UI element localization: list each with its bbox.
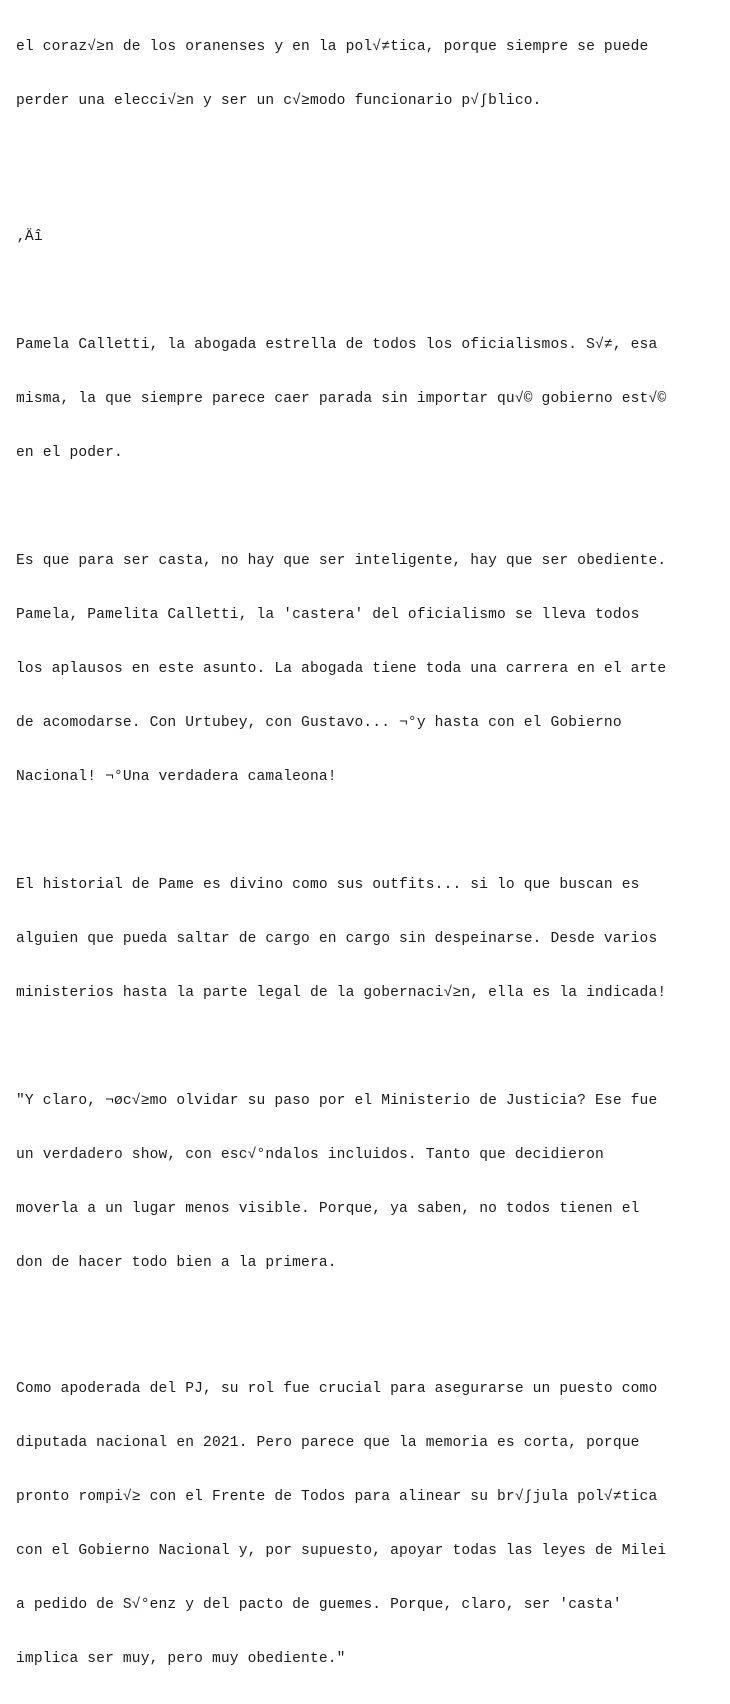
text-line: don de hacer todo bien a la primera. xyxy=(16,1255,337,1271)
text-line: un verdadero show, con esc√°ndalos incluidos. Tanto que decidieron xyxy=(16,1147,604,1163)
text-line: Como apoderada del PJ, su rol fue crucial para asegurarse un puesto como xyxy=(16,1381,658,1397)
text-line: ministerios hasta la parte legal de la gobernaci√≥n, ella es la indicada! xyxy=(16,985,667,1001)
text-line: Pamela, Pamelita Calletti, la 'castera' del oficialismo se lleva todos xyxy=(16,607,640,623)
paragraph-5 xyxy=(16,840,716,1038)
text-line: alguien que pueda saltar de cargo en cargo sin despeinarse. Desde varios xyxy=(16,931,658,947)
text-line: perder una elecci√≥n y ser un c√≥modo funcionario p√∫blico. xyxy=(16,93,542,109)
paragraph-spacer xyxy=(16,1308,716,1344)
text-line: misma, la que siempre parece caer parada sin importar qu√© gobierno est√© xyxy=(16,391,667,407)
paragraph-spacer xyxy=(16,498,716,516)
text-line: Es que para ser casta, no hay que ser inteligente, hay que ser obediente. xyxy=(16,553,667,569)
text-line: implica ser muy, pero muy obediente." xyxy=(16,1651,346,1667)
paragraph-spacer xyxy=(16,1038,716,1056)
text-line: pronto rompi√≥ con el Frente de Todos para alinear su br√∫jula pol√≠tica xyxy=(16,1489,658,1505)
text-line: con el Gobierno Nacional y, por supuesto, apoyar todas las leyes de Milei xyxy=(16,1543,667,1559)
text-line: de acomodarse. Con Urtubey, con Gustavo... ¬°y hasta con el Gobierno xyxy=(16,715,622,731)
paragraph-2 xyxy=(16,192,716,282)
text-line: Nacional! ¬°Una verdadera camaleona! xyxy=(16,769,337,785)
text-line: ‚Äî xyxy=(16,229,43,245)
text-line: "Y claro, ¬øc√≥mo olvidar su paso por el Ministerio de Justicia? Ese fue xyxy=(16,1093,658,1109)
paragraph-7 xyxy=(16,1344,716,1704)
document-body xyxy=(16,2,716,1704)
text-line: a pedido de S√°enz y del pacto de guemes. Porque, claro, ser 'casta' xyxy=(16,1597,622,1613)
paragraph-spacer xyxy=(16,282,716,300)
text-line: el coraz√≥n de los oranenses y en la pol√≠tica, porque siempre se puede xyxy=(16,39,649,55)
text-line: en el poder. xyxy=(16,445,123,461)
paragraph-spacer xyxy=(16,146,716,192)
text-line: diputada nacional en 2021. Pero parece que la memoria es corta, porque xyxy=(16,1435,640,1451)
paragraph-spacer xyxy=(16,822,716,840)
text-line: El historial de Pame es divino como sus outfits... si lo que buscan es xyxy=(16,877,640,893)
paragraph-6 xyxy=(16,1056,716,1308)
paragraph-1 xyxy=(16,2,716,146)
text-line: moverla a un lugar menos visible. Porque, ya saben, no todos tienen el xyxy=(16,1201,640,1217)
paragraph-3 xyxy=(16,300,716,498)
text-line: Pamela Calletti, la abogada estrella de todos los oficialismos. S√≠, esa xyxy=(16,337,658,353)
paragraph-4 xyxy=(16,516,716,822)
text-line: los aplausos en este asunto. La abogada tiene toda una carrera en el arte xyxy=(16,661,667,677)
